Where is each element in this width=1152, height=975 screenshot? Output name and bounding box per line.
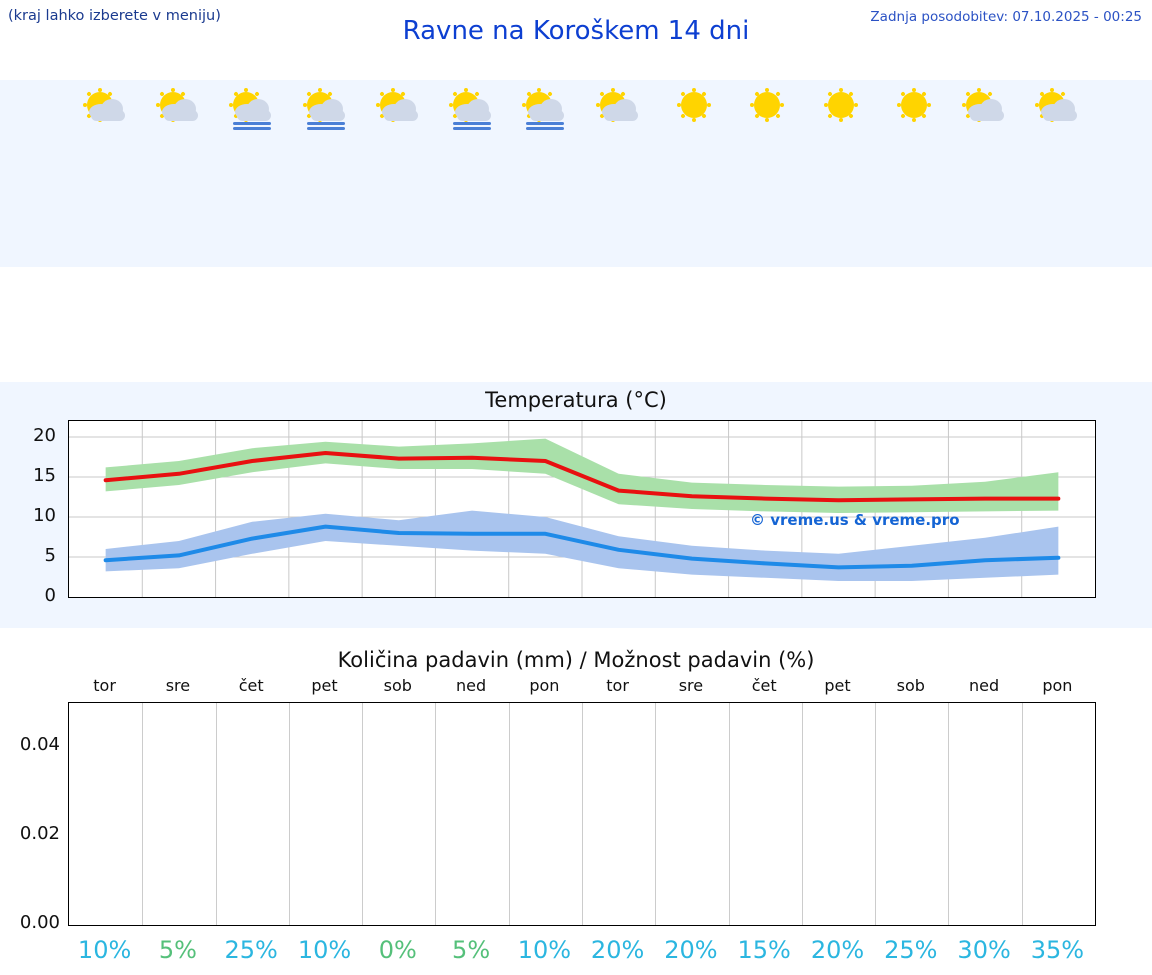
forecast-day-3[interactable] [286, 80, 364, 136]
temperature-y-tick: 0 [44, 585, 56, 606]
forecast-day-5[interactable] [432, 80, 510, 136]
precip-day-label: čet [238, 676, 264, 695]
day-weather-icon [66, 84, 144, 134]
precip-probability: 20% [664, 936, 718, 964]
precipitation-chart-panel [0, 640, 1152, 975]
day-weather-icon [945, 84, 1023, 134]
precip-probability: 35% [1030, 936, 1085, 964]
precip-day-label: ned [969, 676, 1000, 695]
page-header [0, 0, 1152, 62]
temperature-chart-title: Temperatura (°C) [485, 388, 667, 412]
weather-icon-sun-cloud [366, 84, 430, 132]
forecast-day-strip [0, 80, 1152, 267]
precip-y-tick: 0.02 [19, 823, 60, 845]
precip-day-label: pet [824, 676, 851, 695]
forecast-day-6[interactable] [505, 80, 583, 136]
day-weather-icon [139, 84, 217, 134]
weather-icon-sun-cloud [1025, 84, 1089, 132]
precip-day-label: tor [93, 676, 116, 695]
forecast-day-7[interactable] [579, 80, 657, 136]
forecast-day-13[interactable] [1018, 80, 1096, 136]
day-weather-icon [432, 84, 510, 134]
precip-probability: 10% [77, 936, 132, 964]
precip-day-label: čet [751, 676, 777, 695]
precip-y-tick: 0.04 [19, 734, 60, 756]
precip-probability: 20% [810, 936, 865, 964]
weather-icon-sun-cloud [586, 84, 650, 132]
location-menu-note: (kraj lahko izberete v meniju) [8, 8, 221, 24]
day-weather-icon [579, 84, 657, 134]
temperature-y-tick: 15 [33, 465, 56, 486]
precip-day-label: ned [456, 676, 487, 695]
forecast-day-12[interactable] [945, 80, 1023, 136]
forecast-day-8[interactable] [652, 80, 730, 136]
forecast-day-9[interactable] [725, 80, 803, 136]
precip-day-label: pet [311, 676, 338, 695]
forecast-day-2[interactable] [212, 80, 290, 136]
last-update-text: Zadnja posodobitev: 07.10.2025 - 00:25 [870, 9, 1142, 25]
day-weather-icon [652, 84, 730, 134]
forecast-day-1[interactable] [139, 80, 217, 136]
weather-icon-sun [659, 84, 723, 132]
forecast-day-11[interactable] [872, 80, 950, 136]
precip-probability: 15% [737, 936, 791, 964]
precip-probability: 10% [517, 936, 572, 964]
day-weather-icon [799, 84, 877, 134]
weather-icon-sun-cloud [73, 84, 137, 132]
day-weather-icon [725, 84, 803, 134]
temperature-chart-panel [0, 382, 1152, 628]
day-weather-icon [212, 84, 290, 134]
precip-day-label: sre [165, 676, 191, 695]
weather-icon-sun [806, 84, 870, 132]
weather-icon-sun [732, 84, 796, 132]
page-title: Ravne na Koroškem 14 dni [402, 16, 750, 46]
precip-probability: 5% [452, 936, 491, 964]
temperature-y-tick: 20 [33, 425, 56, 446]
precip-day-label: pon [529, 676, 560, 695]
weather-icon-sun [879, 84, 943, 132]
forecast-day-0[interactable] [66, 80, 144, 136]
precip-probability: 0% [378, 936, 417, 964]
weather-icon-sun-cloud [952, 84, 1016, 132]
temperature-y-tick: 5 [44, 545, 56, 566]
copyright-label: © vreme.us & vreme.pro [750, 511, 960, 529]
precip-probability: 5% [158, 936, 197, 964]
precipitation-chart-title: Količina padavin (mm) / Možnost padavin (%) [337, 648, 815, 672]
precipitation-plot-area [68, 702, 1096, 926]
precip-probability: 25% [884, 936, 938, 964]
temperature-series-svg [69, 421, 1095, 597]
precip-day-label: tor [606, 676, 629, 695]
day-weather-icon [1018, 84, 1096, 134]
precip-day-label: sob [896, 676, 925, 695]
weather-icon-sun-cloud-rain [293, 84, 357, 132]
temperature-plot-area [68, 420, 1096, 598]
forecast-day-10[interactable] [799, 80, 877, 136]
forecast-day-4[interactable] [359, 80, 437, 136]
precip-probability: 30% [957, 936, 1011, 964]
day-weather-icon [505, 84, 583, 134]
weather-icon-sun-cloud-rain [219, 84, 283, 132]
precip-y-tick: 0.00 [19, 912, 60, 933]
precip-day-label: sre [678, 676, 704, 695]
weather-icon-sun-cloud-rain [512, 84, 576, 132]
day-weather-icon [359, 84, 437, 134]
weather-icon-sun-cloud [146, 84, 210, 132]
precip-probability: 10% [297, 936, 352, 964]
precip-probability: 20% [590, 936, 645, 964]
day-weather-icon [286, 84, 364, 134]
temperature-y-tick: 10 [33, 505, 56, 526]
precip-day-label: sob [383, 676, 412, 695]
day-weather-icon [872, 84, 950, 134]
weather-icon-sun-cloud-rain [439, 84, 503, 132]
precip-day-label: pon [1042, 676, 1073, 695]
precip-probability: 25% [224, 936, 278, 964]
